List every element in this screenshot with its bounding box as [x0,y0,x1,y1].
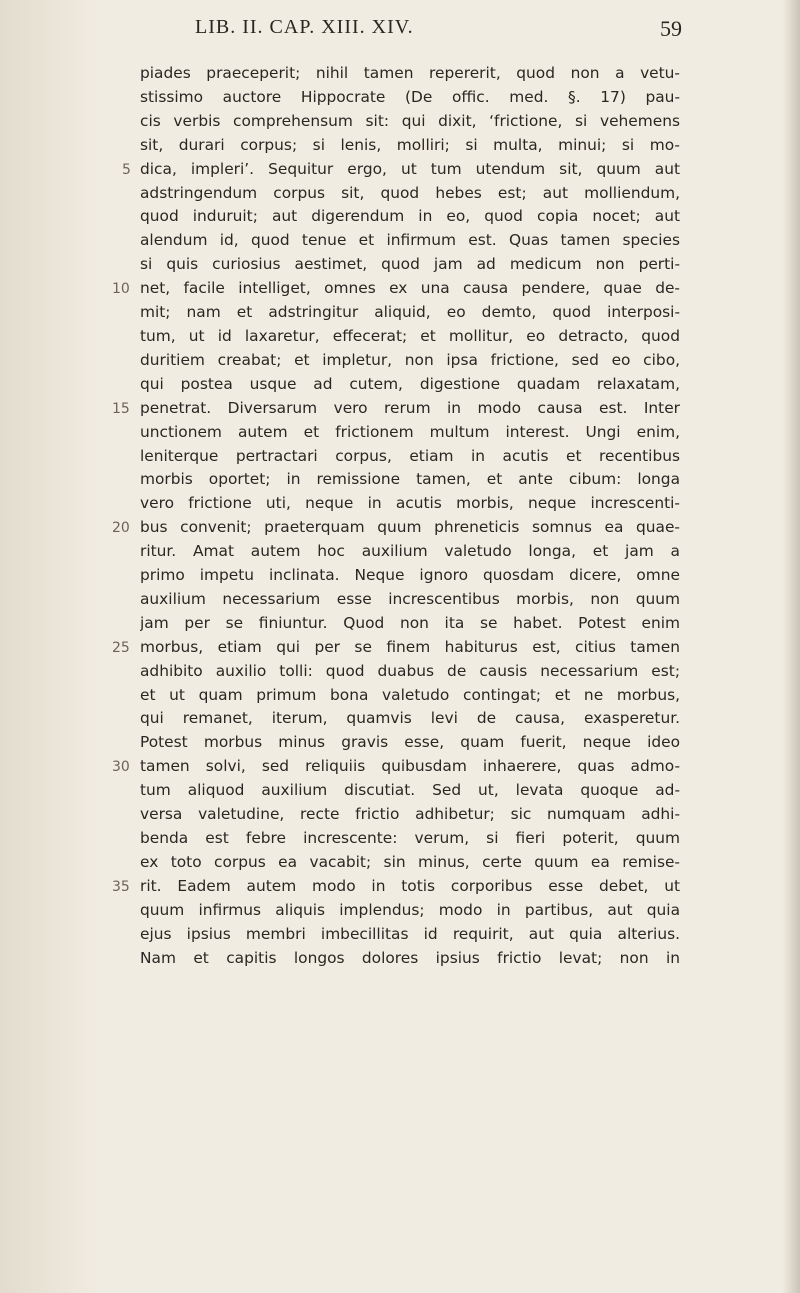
text-line: ejus ipsius membri imbecillitas id requirit, aut quia alterius. [140,924,680,943]
text-line: adstringendum corpus sit, quod hebes est; aut molliendum, [140,183,680,202]
text-line: Potest morbus minus gravis esse, quam fuerit, neque ideo [140,733,680,752]
text-line: net, facile intelliget, omnes ex una causa pendere, quae de- [140,279,680,298]
text-line: versa valetudine, recte frictio adhibetur; sic numquam adhi- [140,805,680,824]
text-line: duritiem creabat; et impletur, non ipsa frictione, sed eo cibo, [140,350,680,369]
text-line: tum aliquod auxilium discutiat. Sed ut, levata quoque ad- [140,781,680,800]
text-line: morbus, etiam qui per se finem habiturus est, citius tamen [140,637,680,656]
page-gutter [0,0,100,1293]
page-number: 59 [660,16,682,41]
text-line: bus convenit; praeterquam quum phreneticis somnus ea quae- [140,518,680,537]
running-head: LIB. II. CAP. XIII. XIV. [195,16,414,38]
page-header [0,10,800,50]
text-line: dica, impleri’. Sequitur ergo, ut tum utendum sit, quum aut [140,159,680,178]
text-line: leniterque pertractari corpus, etiam in acutis et recentibus [140,446,680,465]
text-line: stissimo auctore Hippocrate (De offic. med. §. 17) pau- [140,87,680,106]
text-line: quum infirmus aliquis implendus; modo in partibus, aut quia [140,900,680,919]
margin-line-number: 5 [122,161,131,178]
text-line: penetrat. Diversarum vero rerum in modo causa est. Inter [140,398,680,417]
text-line: ritur. Amat autem hoc auxilium valetudo longa, et jam a [140,542,680,561]
margin-line-number: 10 [112,281,130,298]
text-line: unctionem autem et frictionem multum interest. Ungi enim, [140,422,680,441]
margin-line-number: 30 [112,759,130,776]
body-text [140,62,680,970]
text-line: Nam et capitis longos dolores ipsius frictio levat; non in [140,948,680,967]
text-line: piades praeceperit; nihil tamen repererit, quod non a vetu- [140,64,680,82]
margin-line-number: 25 [112,639,130,656]
margin-line-number: 15 [112,400,130,417]
text-line: benda est febre increscente: verum, si fieri poterit, quum [140,829,680,847]
page-edge-shadow [782,0,800,1293]
text-line: ex toto corpus ea vacabit; sin minus, certe quum ea remise- [140,852,680,871]
text-line: si quis curiosius aestimet, quod jam ad medicum non perti- [140,255,680,274]
text-line: rit. Eadem autem modo in totis corporibus esse debet, ut [140,876,680,895]
text-line: cis verbis comprehensum sit: qui dixit, ‘frictione, si vehemens [140,111,680,130]
text-line: mit; nam et adstringitur aliquid, eo demto, quod interposi- [140,303,680,322]
text-line: alendum id, quod tenue et infirmum est. Quas tamen species [140,231,680,250]
text-line: auxilium necessarium esse increscentibus morbis, non quum [140,589,680,608]
text-line: sit, durari corpus; si lenis, molliri; si multa, minui; si mo- [140,135,680,154]
text-line: adhibito auxilio tolli: quod duabus de causis necessarium est; [140,661,680,680]
text-line: qui remanet, iterum, quamvis levi de causa, exasperetur. [140,709,680,728]
text-line: qui postea usque ad cutem, digestione quadam relaxatam, [140,374,680,393]
margin-line-number: 20 [112,520,130,537]
margin-line-number: 35 [112,878,130,895]
text-line: vero frictione uti, neque in acutis morbis, neque increscenti- [140,494,680,513]
text-line: quod induruit; aut digerendum in eo, quod copia nocet; aut [140,207,680,226]
text-line: primo impetu inclinata. Neque ignoro quosdam dicere, omne [140,566,680,585]
text-line: morbis oportet; in remissione tamen, et ante cibum: longa [140,470,680,489]
text-line: et ut quam primum bona valetudo contingat; et ne morbus, [140,685,680,704]
text-line: tum, ut id laxaretur, effecerat; et mollitur, eo detracto, quod [140,326,680,345]
text-line: jam per se finiuntur. Quod non ita se habet. Potest enim [140,613,680,632]
text-line: tamen solvi, sed reliquiis quibusdam inhaerere, quas admo- [140,757,680,776]
